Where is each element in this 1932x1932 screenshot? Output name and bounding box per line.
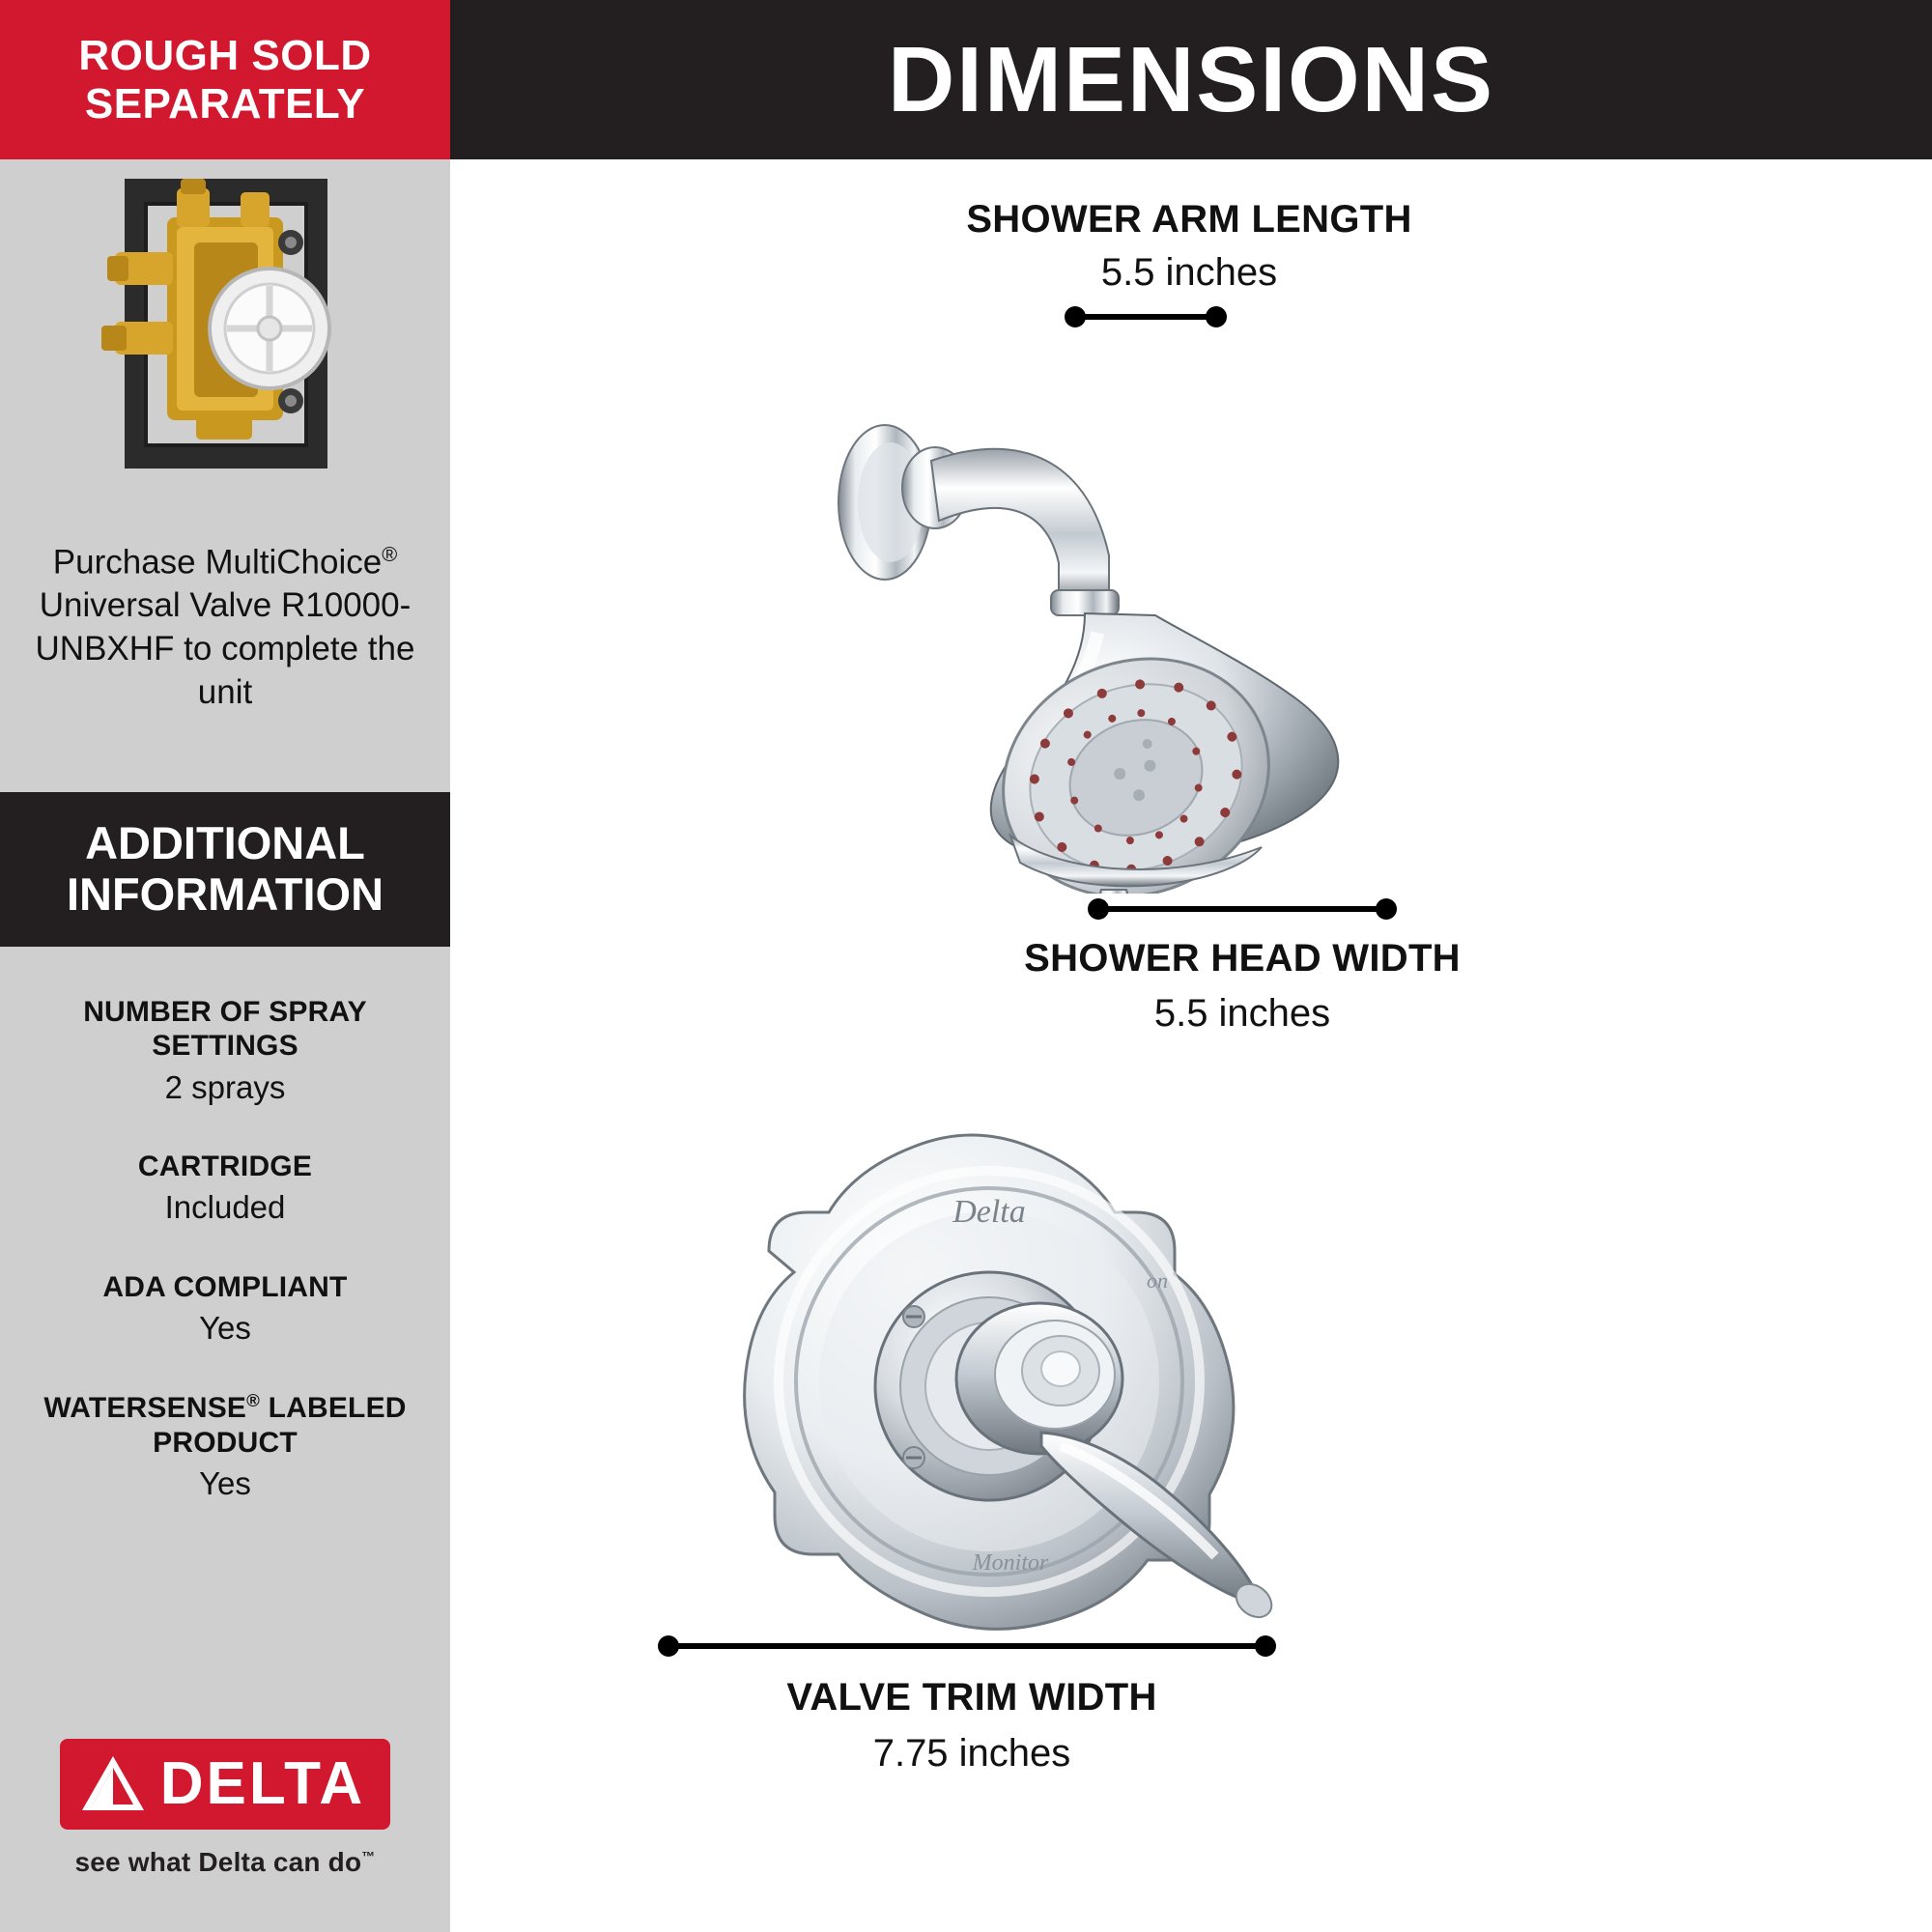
measure-endpoint-right xyxy=(1376,898,1397,920)
valve-trim-width-value: 7.75 inches xyxy=(872,1732,1071,1775)
dimensions-diagram-area xyxy=(450,159,1932,1932)
sidebar xyxy=(0,0,450,1932)
valve-brand-mark: Delta xyxy=(952,1194,1026,1230)
measure-endpoint-right xyxy=(1255,1635,1276,1657)
spec-item-ada-compliant xyxy=(19,1270,431,1349)
rough-banner-line-2: SEPARATELY xyxy=(84,79,366,128)
rough-sold-separately-banner xyxy=(0,0,450,159)
shower-head-width-measure-bar xyxy=(1088,898,1397,920)
rough-banner-line-1: ROUGH SOLD xyxy=(78,32,372,80)
delta-triangle-icon xyxy=(79,1752,147,1816)
delta-logo-badge xyxy=(60,1739,390,1830)
dimensions-header xyxy=(450,0,1932,159)
shower-arm-length-title: SHOWER ARM LENGTH xyxy=(966,198,1412,241)
spec-value: Yes xyxy=(199,1310,251,1347)
valve-trim-illustration xyxy=(624,1067,1551,1724)
additional-information-banner xyxy=(0,792,450,947)
spec-value: Yes xyxy=(199,1465,251,1502)
valve-on-mark: on xyxy=(1147,1268,1168,1293)
showerhead-illustration xyxy=(769,314,1638,894)
delta-logo xyxy=(0,1739,450,1878)
measure-line xyxy=(1098,906,1386,912)
measure-line xyxy=(668,1643,1265,1649)
specification-list xyxy=(19,995,431,1546)
dimensions-header-title: DIMENSIONS xyxy=(887,27,1495,131)
valve-trim-width-measure-bar xyxy=(658,1635,1276,1657)
shower-head-width-value: 5.5 inches xyxy=(1153,992,1331,1035)
spec-item-watersense xyxy=(19,1390,431,1503)
delta-wordmark: DELTA xyxy=(159,1750,366,1817)
showerhead-artwork xyxy=(769,314,1638,894)
additional-banner-line-1: ADDITIONAL xyxy=(85,817,365,869)
spec-item-spray-settings xyxy=(19,995,431,1107)
additional-banner-line-2: INFORMATION xyxy=(66,868,384,920)
spec-label: WATERSENSE® LABELED PRODUCT xyxy=(43,1390,407,1459)
delta-tagline: see what Delta can do™ xyxy=(74,1847,376,1877)
spec-label: CARTRIDGE xyxy=(137,1151,313,1183)
shower-head-width-title: SHOWER HEAD WIDTH xyxy=(1024,937,1461,980)
rough-valve-illustration xyxy=(32,159,418,507)
spec-label: ADA COMPLIANT xyxy=(102,1270,348,1303)
spec-value: Included xyxy=(164,1189,286,1226)
rough-valve-image xyxy=(0,159,450,517)
valve-monitor-mark: Monitor xyxy=(972,1550,1049,1576)
rough-valve-caption: Purchase MultiChoice® Universal Valve R10000-UNBXHF to complete the unit xyxy=(35,542,415,712)
spec-label: NUMBER OF SPRAY SETTINGS xyxy=(83,996,367,1063)
valve-trim-width-title: VALVE TRIM WIDTH xyxy=(786,1676,1157,1719)
valve-trim-artwork xyxy=(624,1067,1551,1724)
shower-arm-length-value: 5.5 inches xyxy=(1100,251,1278,294)
spec-value: 2 sprays xyxy=(164,1068,286,1105)
spec-item-cartridge xyxy=(19,1150,431,1228)
